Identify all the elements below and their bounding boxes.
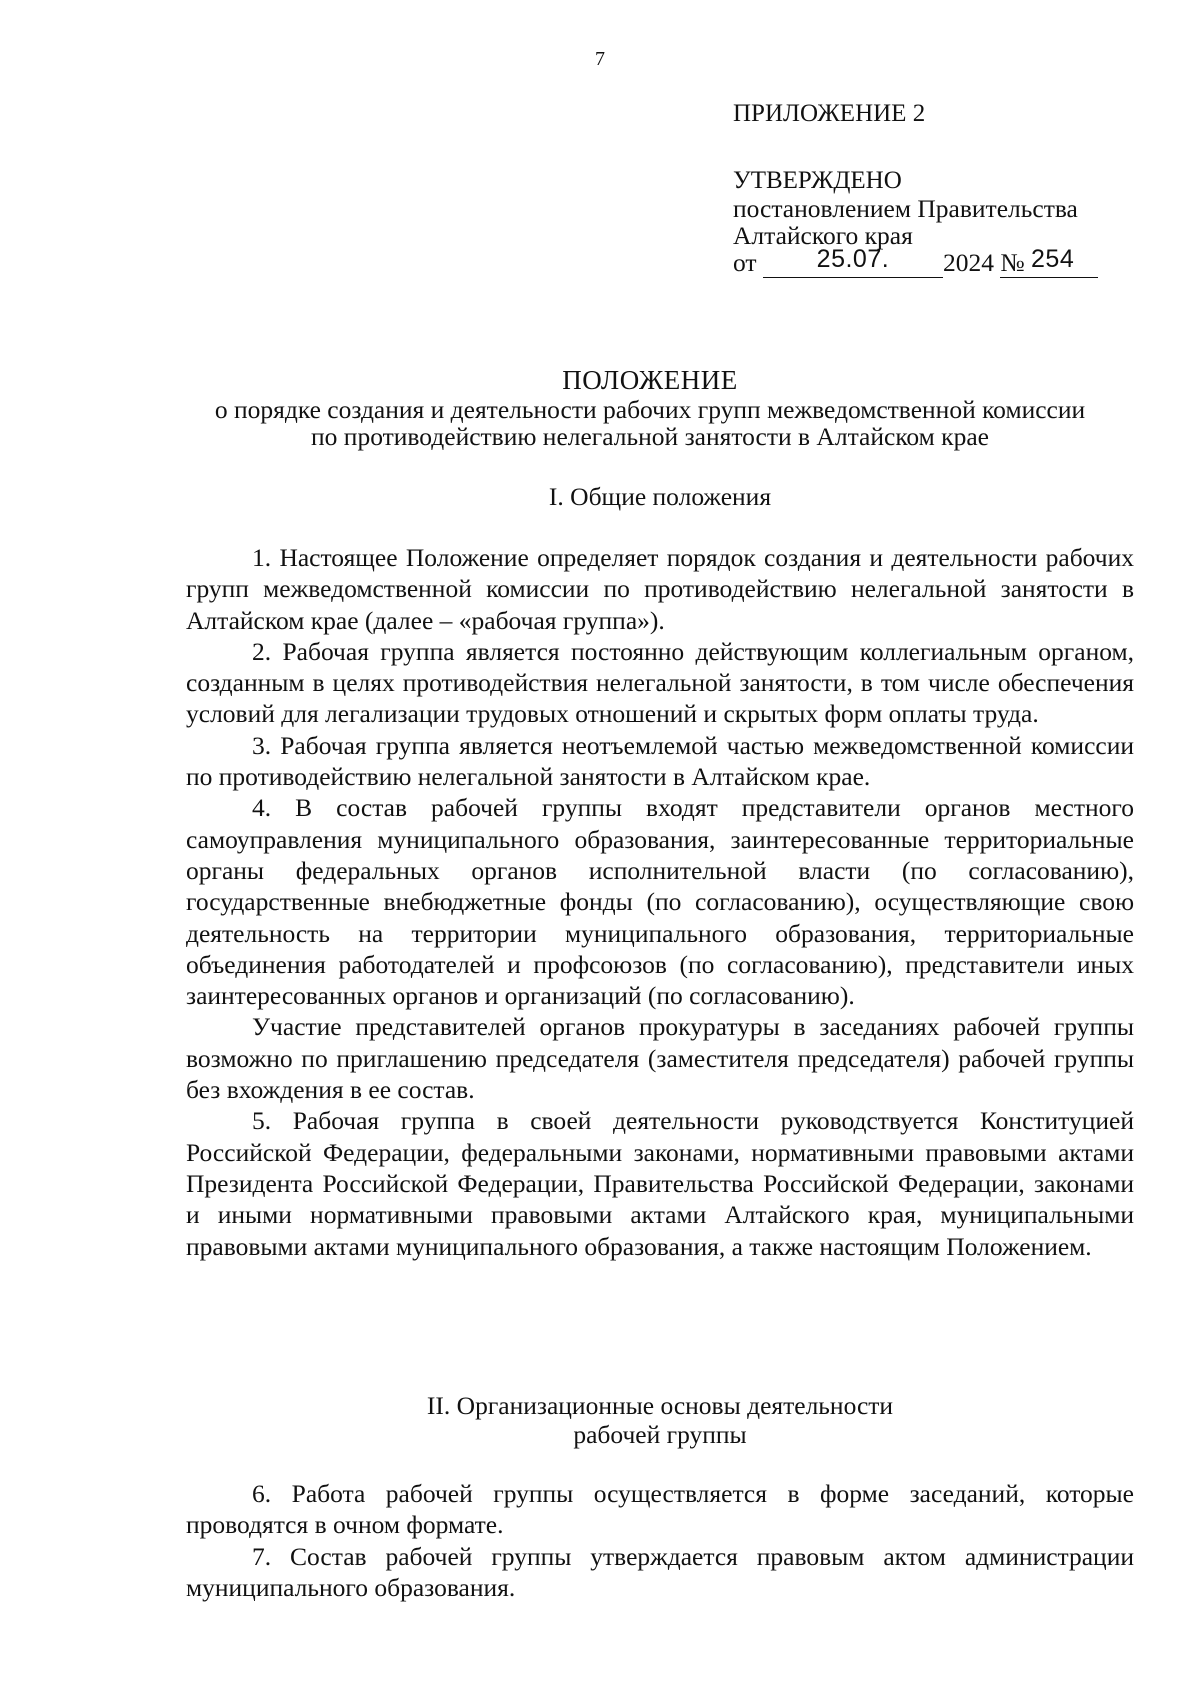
approval-date-line	[733, 245, 1153, 278]
handwritten-date: 25.07.	[816, 245, 890, 273]
date-year: 2024	[942, 248, 994, 277]
paragraph-4: 4. В состав рабочей группы входят представители органов местного самоуправления муниципального образования, заинтересованные территориальные органы федеральных органов исполнительной власти (по согласованию), государственные внебюджетные фонды (по согласованию), осуществляющие свою деятельность на территории муниципального образования, территориальные объединения работодателей и профсоюзов (по согласованию), представители иных заинтересованных органов и организаций (по согласованию).	[186, 793, 1134, 1011]
handwritten-number: 254	[1031, 245, 1075, 273]
document-title: ПОЛОЖЕНИЕ	[562, 365, 738, 395]
section-2-heading-line1: II. Организационные основы деятельности	[426, 1391, 894, 1420]
paragraph-1: 1. Настоящее Положение определяет порядок создания и деятельности рабочих групп межведомственной комиссии по противодействию нелегальной занятости в Алтайском крае (далее – «рабочая группа»).	[186, 543, 1134, 635]
paragraph-4-continued: Участие представителей органов прокуратуры в заседаниях рабочей группы возможно по приглашению председателя (заместителя председателя) рабочей группы без вхождения в ее состав.	[186, 1012, 1134, 1105]
approved-by-line1: постановлением Правительства	[733, 194, 1078, 223]
number-blank	[1000, 245, 1098, 278]
section-1-heading: I. Общие положения	[548, 482, 772, 511]
number-sign: №	[1000, 248, 1025, 277]
date-blank	[763, 245, 943, 278]
document-subtitle-line1: о порядке создания и деятельности рабочих групп межведомственной комиссии	[214, 395, 1086, 424]
document-subtitle-line2: по противодействию нелегальной занятости в Алтайском крае	[311, 422, 989, 451]
approval-stamp-block	[733, 100, 1153, 278]
paragraph-6: 6. Работа рабочей группы осуществляется в форме заседаний, которые проводятся в очном формате.	[186, 1479, 1134, 1540]
paragraph-5: 5. Рабочая группа в своей деятельности руководствуется Конституцией Российской Федерации, федеральными законами, нормативными правовыми актами Президента Российской Федерации, Правительства Российской Федерации, законами и иными нормативными правовыми актами Алтайского края, муниципальными правовыми актами муниципального образования, а также настоящим Положением.	[186, 1106, 1134, 1261]
section-1-body	[186, 542, 1134, 1262]
approved-label: УТВЕРЖДЕНО	[733, 167, 902, 194]
section-2-heading-line2: рабочей группы	[573, 1420, 747, 1449]
paragraph-3: 3. Рабочая группа является неотъемлемой частью межведомственной комиссии по противодействию нелегальной занятости в Алтайском крае.	[186, 730, 1134, 792]
approved-by-line2: Алтайского края	[733, 221, 913, 250]
appendix-label: ПРИЛОЖЕНИЕ 2	[733, 100, 926, 127]
paragraph-2: 2. Рабочая группа является постоянно действующим коллегиальным органом, созданным в целях противодействия нелегальной занятости, в том числе обеспечения условий для легализации трудовых отношений и скрытых форм оплаты труда.	[186, 636, 1134, 729]
page-number: 7	[595, 48, 605, 70]
section-2-heading	[150, 1391, 1170, 1449]
date-prefix: от	[733, 248, 757, 277]
document-title-block	[150, 364, 1150, 450]
section-2-body	[186, 1478, 1134, 1603]
paragraph-7: 7. Состав рабочей группы утверждается правовым актом администрации муниципального образования.	[186, 1541, 1134, 1602]
